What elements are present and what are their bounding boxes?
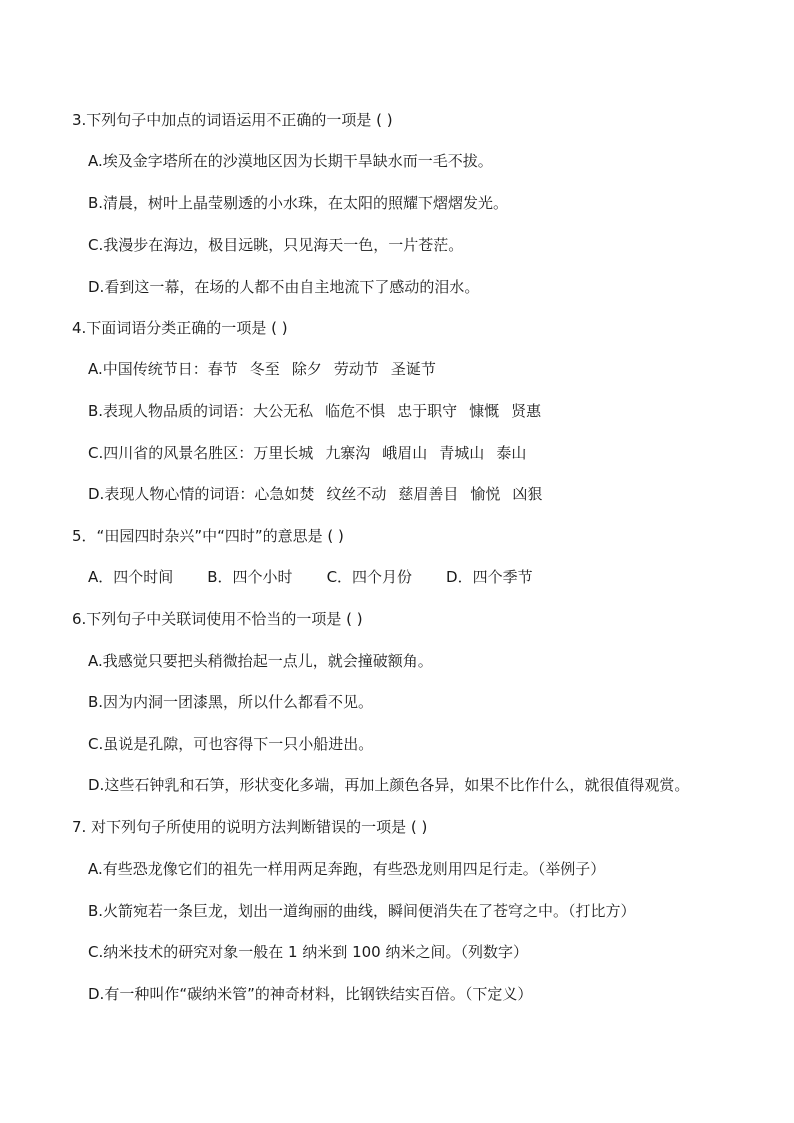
question-7-option-a: A.有些恐龙像它们的祖先一样用两足奔跑，有些恐龙则用四足行走。（举例子） (88, 860, 606, 878)
question-7-stem: 7. 对下列句子所使用的说明方法判断错误的一项是 ( ) (72, 818, 428, 836)
word: 峨眉山 (382, 444, 428, 462)
word: 愉悦 (470, 485, 501, 503)
word: 贤惠 (511, 402, 542, 420)
word: 万里长城 (253, 444, 314, 462)
word: 心急如焚 (254, 485, 315, 503)
option-label: A.中国传统节日： (88, 360, 208, 378)
question-3-option-d: D.看到这一幕，在场的人都不由自主地流下了感动的泪水。 (88, 278, 480, 296)
question-5-options (88, 566, 533, 587)
option-label: C.四川省的风景名胜区： (88, 444, 254, 462)
word: 劳动节 (333, 360, 379, 378)
question-6-option-b: B.因为内洞一团漆黑，所以什么都看不见。 (88, 693, 374, 711)
question-5-option-a: A．四个时间 (88, 568, 174, 586)
option-label: D.表现人物心情的词语： (88, 485, 255, 503)
question-4-option-a (88, 358, 436, 379)
word: 忠于职守 (397, 402, 458, 420)
question-7-option-d: D.有一种叫作“碳纳米管”的神奇材料，比钢铁结实百倍。（下定义） (88, 985, 533, 1003)
question-4-option-b (88, 400, 541, 421)
option-label: B.表现人物品质的词语： (88, 402, 254, 420)
question-4-stem: 4.下面词语分类正确的一项是 ( ) (72, 319, 288, 337)
question-4-option-d (88, 483, 542, 504)
question-5-stem: 5．“田园四时杂兴”中“四时”的意思是 ( ) (72, 527, 344, 545)
word: 圣诞节 (390, 360, 436, 378)
question-7-option-c: C.纳米技术的研究对象一般在 1 纳米到 100 纳米之间。（列数字） (88, 943, 528, 961)
question-6-option-d: D.这些石钟乳和石笋，形状变化多端，再加上颜色各异，如果不比作什么，就很值得观赏。 (88, 776, 690, 794)
question-7-option-b: B.火箭宛若一条巨龙，划出一道绚丽的曲线，瞬间便消失在了苍穹之中。（打比方） (88, 902, 636, 920)
question-3-option-a: A.埃及金字塔所在的沙漠地区因为长期干旱缺水而一毛不拔。 (88, 152, 493, 170)
question-5-option-c: C．四个月份 (326, 568, 413, 586)
word: 大公无私 (253, 402, 314, 420)
word: 春节 (207, 360, 238, 378)
word: 慷慨 (469, 402, 500, 420)
word: 纹丝不动 (326, 485, 387, 503)
word: 凶狠 (512, 485, 543, 503)
question-3-option-c: C.我漫步在海边，极目远眺，只见海天一色，一片苍茫。 (88, 236, 464, 254)
word: 冬至 (249, 360, 280, 378)
word: 九寨沟 (325, 444, 371, 462)
question-6-option-a: A.我感觉只要把头稍微抬起一点儿，就会撞破额角。 (88, 652, 433, 670)
word: 泰山 (496, 444, 527, 462)
question-3-option-b: B.清晨，树叶上晶莹剔透的小水珠，在太阳的照耀下熠熠发光。 (88, 194, 509, 212)
word: 临危不惧 (325, 402, 386, 420)
word: 除夕 (291, 360, 322, 378)
question-3-stem: 3.下列句子中加点的词语运用不正确的一项是 ( ) (72, 111, 393, 129)
question-5-option-b: B．四个小时 (207, 568, 293, 586)
question-6-stem: 6.下列句子中关联词使用不恰当的一项是 ( ) (72, 610, 363, 628)
question-5-option-d: D．四个季节 (446, 568, 533, 586)
word: 慈眉善目 (398, 485, 459, 503)
word: 青城山 (439, 444, 485, 462)
question-4-option-c (88, 442, 526, 463)
question-6-option-c: C.虽说是孔隙，可也容得下一只小船进出。 (88, 735, 374, 753)
